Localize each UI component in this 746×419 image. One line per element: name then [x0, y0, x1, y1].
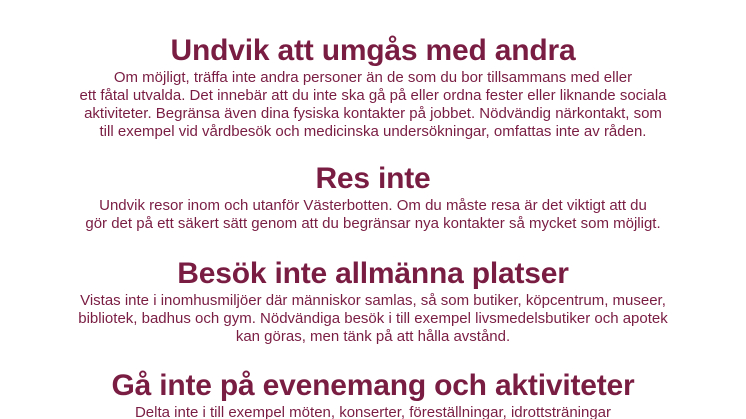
paragraph-line: kan göras, men tänk på att hålla avstånd. — [235, 328, 511, 345]
heading-avoid-events: Gå inte på evenemang och aktiviteter — [111, 369, 635, 402]
heading-do-not-travel: Res inte — [315, 162, 431, 195]
section-avoid-socializing — [0, 33, 746, 141]
paragraph-line: aktiviteter. Begränsa även dina fysiska kontakter på jobbet. Nödvändig närkontakt, som — [84, 105, 662, 122]
paragraph-line: gör det på ett säkert sätt genom att du begränsar nya kontakter så mycket som möjligt. — [85, 215, 661, 232]
section-avoid-events — [0, 368, 746, 419]
paragraph-line: Vistas inte i inomhusmiljöer där människor samlas, så som butiker, köpcentrum, museer, — [80, 292, 666, 309]
paragraph-line: till exempel vid vårdbesök och medicinska undersökningar, omfattas inte av råden. — [99, 123, 647, 140]
paragraph-avoid-socializing — [0, 69, 746, 141]
section-do-not-travel — [0, 161, 746, 233]
paragraph-avoid-public-places — [0, 292, 746, 346]
heading-avoid-socializing: Undvik att umgås med andra — [170, 34, 576, 67]
paragraph-line: Delta inte i till exempel möten, konserter, föreställningar, idrottsträningar — [134, 404, 612, 419]
paragraph-do-not-travel — [0, 197, 746, 233]
heading-avoid-public-places: Besök inte allmänna platser — [177, 257, 569, 290]
paragraph-line: Undvik resor inom och utanför Västerbotten. Om du måste resa är det viktigt att du — [99, 197, 647, 214]
paragraph-line: ett fåtal utvalda. Det innebär att du inte ska gå på eller ordna fester eller liknande sociala — [79, 87, 667, 104]
paragraph-avoid-events — [0, 404, 746, 419]
paragraph-line: Om möjligt, träffa inte andra personer än de som du bor tillsammans med eller — [113, 69, 633, 86]
paragraph-line: bibliotek, badhus och gym. Nödvändiga besök i till exempel livsmedelsbutiker och apotek — [78, 310, 668, 327]
section-avoid-public-places — [0, 256, 746, 346]
